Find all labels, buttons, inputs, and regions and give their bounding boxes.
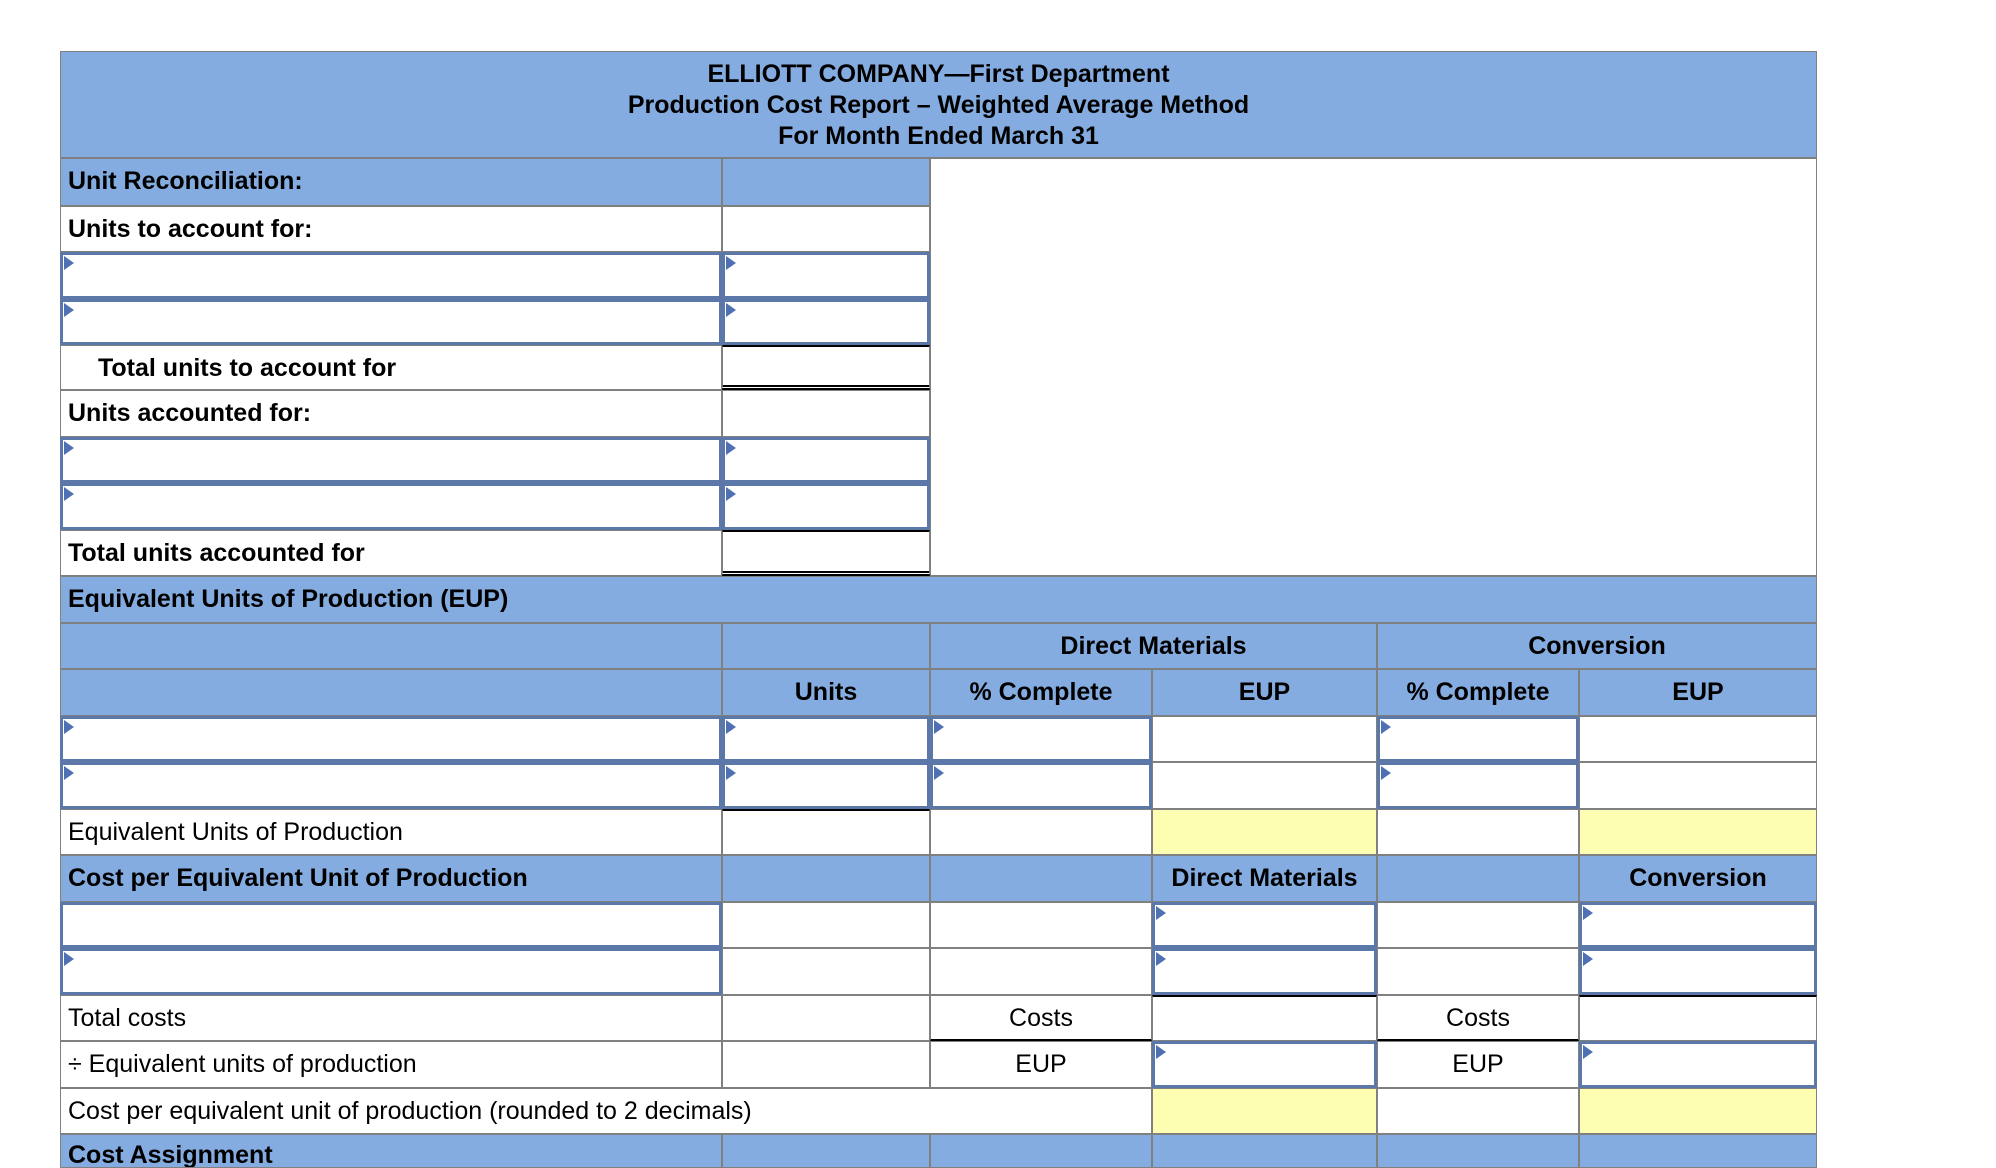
- eup-row-1-units-input[interactable]: [722, 716, 930, 762]
- cost-row-2-blank-2: [930, 948, 1152, 995]
- eup-header-blank-units: [722, 623, 930, 669]
- units-to-account-for-row-1-label-input[interactable]: [60, 252, 722, 299]
- cost-per-eup-heading-blank-1: [722, 855, 930, 902]
- cost-assignment-blank-1: [722, 1134, 930, 1168]
- total-units-to-account-for-value: [722, 345, 930, 390]
- units-accounted-for-row-2-label-input[interactable]: [60, 483, 722, 530]
- cost-per-eup-conversion-header: Conversion: [1579, 855, 1817, 902]
- unit-reconciliation-heading: Unit Reconciliation:: [60, 158, 722, 206]
- eup-total-conv-eup: [1579, 809, 1817, 855]
- cost-assignment-blank-5: [1579, 1134, 1817, 1168]
- cost-row-1-blank-2: [930, 902, 1152, 948]
- total-units-to-account-for-label: Total units to account for: [60, 345, 722, 390]
- eup-dm-eup-header: EUP: [1152, 669, 1377, 716]
- eup-row-1-label-input[interactable]: [60, 716, 722, 762]
- cost-row-1-blank-1: [722, 902, 930, 948]
- conv-total-costs: [1579, 995, 1817, 1041]
- eup-total-conv-pct: [1377, 809, 1579, 855]
- eup-row-1-dm-pct-input[interactable]: [930, 716, 1152, 762]
- eup-row-2-conv-pct-input[interactable]: [1377, 762, 1579, 809]
- eup-units-column-header: Units: [722, 669, 930, 716]
- divide-eup-label: ÷ Equivalent units of production: [60, 1041, 722, 1088]
- eup-header-blank-label: [60, 623, 722, 669]
- total-units-accounted-for-value: [722, 530, 930, 576]
- cost-per-unit-dm: [1152, 1088, 1377, 1134]
- eup-row-2-conv-eup: [1579, 762, 1817, 809]
- units-to-account-for-row-2-label-input[interactable]: [60, 299, 722, 345]
- eup-row-1-conv-eup: [1579, 716, 1817, 762]
- cost-assignment-blank-2: [930, 1134, 1152, 1168]
- cost-assignment-blank-4: [1377, 1134, 1579, 1168]
- units-to-account-for-value: [722, 206, 930, 252]
- report-header: [60, 51, 1817, 158]
- report-title: Production Cost Report – Weighted Average Method: [627, 91, 1250, 119]
- units-to-account-for-row-1-units-input[interactable]: [722, 252, 930, 299]
- cost-row-2-blank-1: [722, 948, 930, 995]
- eup-row-2-units-input[interactable]: [722, 762, 930, 809]
- units-accounted-for-row-1-label-input[interactable]: [60, 437, 722, 483]
- eup-total-dm-eup: [1152, 809, 1377, 855]
- eup-heading: Equivalent Units of Production (EUP): [60, 576, 1817, 623]
- cost-per-eup-direct-materials-header: Direct Materials: [1152, 855, 1377, 902]
- conv-eup-input[interactable]: [1579, 1041, 1817, 1088]
- units-accounted-for-row-1-units-input[interactable]: [722, 437, 930, 483]
- cost-per-unit-conv: [1579, 1088, 1817, 1134]
- cost-row-1-conv-input[interactable]: [1579, 902, 1817, 948]
- cost-row-2-blank-3: [1377, 948, 1579, 995]
- cost-assignment-heading: Cost Assignment: [60, 1134, 722, 1168]
- cost-row-1-dm-input[interactable]: [1152, 902, 1377, 948]
- cost-per-eup-heading: Cost per Equivalent Unit of Production: [60, 855, 722, 902]
- eup-total-label: Equivalent Units of Production: [60, 809, 722, 855]
- eup-row-2-label-input[interactable]: [60, 762, 722, 809]
- dm-eup-label: EUP: [930, 1041, 1152, 1088]
- total-costs-label: Total costs: [60, 995, 722, 1041]
- total-units-accounted-for-label: Total units accounted for: [60, 530, 722, 576]
- eup-row-2-dm-eup: [1152, 762, 1377, 809]
- eup-subheader-blank-label: [60, 669, 722, 716]
- units-accounted-for-value: [722, 390, 930, 437]
- eup-conversion-header: Conversion: [1377, 623, 1817, 669]
- divide-eup-blank: [722, 1041, 930, 1088]
- cost-per-unit-blank: [1377, 1088, 1579, 1134]
- conv-eup-label: EUP: [1377, 1041, 1579, 1088]
- production-cost-report: [60, 51, 1817, 1168]
- cost-row-2-label-input[interactable]: [60, 948, 722, 995]
- company-title: ELLIOTT COMPANY—First Department: [707, 60, 1170, 88]
- eup-total-units: [722, 809, 930, 855]
- cost-per-unit-label: Cost per equivalent unit of production (rounded to 2 decimals): [60, 1088, 1152, 1134]
- eup-conv-pct-complete-header: % Complete: [1377, 669, 1579, 716]
- report-period: For Month Ended March 31: [778, 122, 1099, 150]
- cost-row-2-dm-input[interactable]: [1152, 948, 1377, 995]
- eup-dm-pct-complete-header: % Complete: [930, 669, 1152, 716]
- units-to-account-for-label: Units to account for:: [60, 206, 722, 252]
- eup-direct-materials-header: Direct Materials: [930, 623, 1377, 669]
- eup-row-1-conv-pct-input[interactable]: [1377, 716, 1579, 762]
- cost-per-eup-heading-blank-3: [1377, 855, 1579, 902]
- dm-eup-input[interactable]: [1152, 1041, 1377, 1088]
- eup-total-dm-pct: [930, 809, 1152, 855]
- cost-assignment-blank-3: [1152, 1134, 1377, 1168]
- cost-row-1-label-input[interactable]: [60, 902, 722, 948]
- units-accounted-for-label: Units accounted for:: [60, 390, 722, 437]
- eup-conv-eup-header: EUP: [1579, 669, 1817, 716]
- cost-row-2-conv-input[interactable]: [1579, 948, 1817, 995]
- blank-area: [930, 158, 1817, 576]
- units-accounted-for-row-2-units-input[interactable]: [722, 483, 930, 530]
- dm-total-costs: [1152, 995, 1377, 1041]
- cost-per-eup-heading-blank-2: [930, 855, 1152, 902]
- total-costs-blank: [722, 995, 930, 1041]
- dm-costs-label: Costs: [930, 995, 1152, 1041]
- eup-row-1-dm-eup: [1152, 716, 1377, 762]
- unit-reconciliation-heading-cell: [722, 158, 930, 206]
- eup-row-2-dm-pct-input[interactable]: [930, 762, 1152, 809]
- cost-row-1-blank-3: [1377, 902, 1579, 948]
- conv-costs-label: Costs: [1377, 995, 1579, 1041]
- units-to-account-for-row-2-units-input[interactable]: [722, 299, 930, 345]
